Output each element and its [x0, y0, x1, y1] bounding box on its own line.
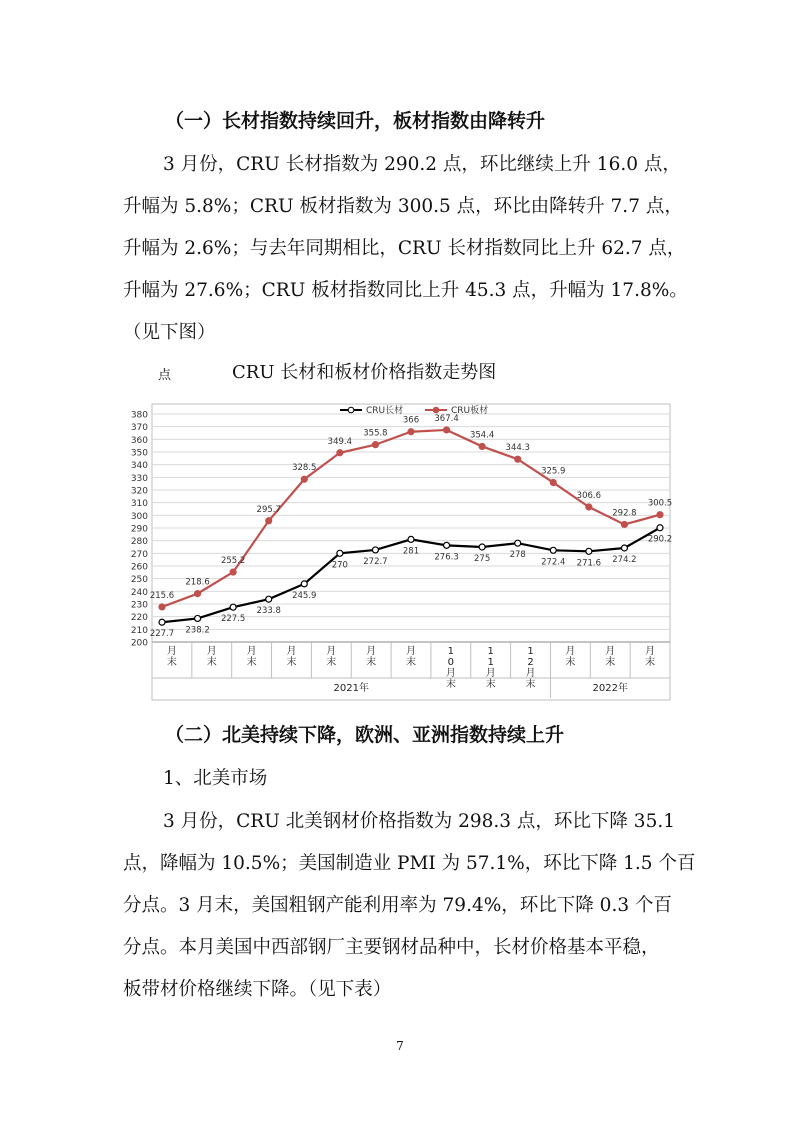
data-label: 276.3 [434, 552, 459, 563]
legend-label: CRU长材 [366, 406, 404, 416]
data-point [408, 429, 414, 435]
y-tick-label: 310 [130, 499, 148, 510]
data-point [337, 550, 343, 556]
data-label: 215.6 [149, 590, 175, 601]
paragraph-line: （见下图） [123, 322, 216, 343]
paragraph-line: 3 月份，CRU 长材指数为 290.2 点，环比继续上升 16.0 点， [163, 154, 681, 175]
data-label: 272.7 [363, 556, 388, 567]
data-point [159, 619, 165, 625]
data-label: 328.5 [292, 463, 317, 474]
y-tick-label: 280 [130, 537, 148, 548]
data-label: 270 [331, 560, 348, 571]
data-label: 290.2 [647, 534, 673, 545]
data-point [444, 542, 450, 548]
paragraph-line: 升幅为 5.8%；CRU 板材指数为 300.5 点，环比由降转升 7.7 点， [123, 196, 683, 217]
year-label: 2022年 [592, 683, 628, 694]
legend-marker [433, 407, 439, 413]
y-tick-label: 300 [130, 511, 148, 522]
data-point [230, 604, 236, 610]
y-tick-label: 320 [130, 486, 148, 497]
data-point [621, 521, 627, 527]
y-tick-label: 250 [130, 575, 148, 586]
chart-title: CRU 长材和板材价格指数走势图 [232, 362, 497, 383]
legend-marker [348, 407, 354, 413]
x-tick-label: 月末 [206, 646, 217, 668]
y-tick-label: 270 [130, 549, 148, 560]
data-label: 367.4 [434, 413, 459, 424]
data-point [586, 548, 592, 554]
data-point [372, 442, 378, 448]
page-number: 7 [396, 1039, 404, 1053]
x-tick-label: 月末 [286, 646, 297, 668]
data-label: 295.7 [256, 504, 281, 515]
data-point [337, 450, 343, 456]
y-tick-label: 380 [130, 410, 148, 421]
data-label: 245.9 [292, 590, 317, 601]
data-point [301, 581, 307, 587]
data-label: 366 [402, 415, 420, 426]
x-tick-label: 1 2 月末 [525, 646, 536, 690]
data-point [195, 615, 201, 621]
y-tick-label: 330 [130, 473, 148, 484]
data-point [159, 604, 165, 610]
y-tick-label: 360 [130, 435, 148, 446]
y-tick-label: 260 [130, 562, 148, 573]
data-point [408, 536, 414, 542]
data-label: 300.5 [647, 498, 673, 509]
y-tick-label: 220 [130, 613, 148, 624]
data-label: 355.8 [363, 428, 388, 439]
x-tick-label: 月末 [166, 646, 177, 668]
data-label: 275 [474, 554, 491, 564]
x-tick-label: 月末 [406, 646, 416, 668]
data-point [515, 540, 521, 546]
data-point [586, 504, 592, 510]
y-tick-label: 340 [130, 461, 148, 472]
data-point [266, 518, 272, 524]
paragraph-line: 分点。本月美国中西部钢厂主要钢材品种中，长材价格基本平稳， [123, 937, 660, 958]
data-label: 238.2 [185, 625, 210, 636]
data-point [621, 545, 627, 551]
section-heading-1: （一）长材指数持续回升，板材指数由降转升 [165, 110, 546, 132]
legend-label: CRU板材 [451, 406, 489, 416]
data-label: 233.8 [256, 606, 281, 617]
year-label: 2021年 [333, 683, 369, 694]
x-tick-label: 1 1 月末 [485, 646, 496, 690]
data-point [479, 544, 485, 550]
section-heading-2: （二）北美持续下降，欧洲、亚洲指数持续上升 [165, 724, 565, 746]
data-label: 255.2 [220, 556, 246, 567]
data-point [657, 525, 663, 531]
data-point [230, 569, 236, 575]
x-tick-label: 月末 [246, 646, 257, 668]
chart-unit-label: 点 [158, 368, 172, 383]
data-point [515, 456, 521, 462]
y-tick-label: 240 [130, 587, 148, 598]
y-tick-label: 290 [130, 524, 148, 535]
paragraph-line: 升幅为 27.6%；CRU 板材指数同比上升 45.3 点，升幅为 17.8%。 [123, 280, 688, 301]
data-point [372, 547, 378, 553]
y-tick-label: 350 [130, 448, 148, 459]
data-label: 274.2 [612, 555, 637, 566]
series-line-1 [162, 430, 660, 607]
data-label: 271.6 [576, 558, 602, 569]
data-label: 344.3 [505, 443, 530, 454]
data-point [657, 512, 663, 518]
y-tick-label: 230 [130, 600, 148, 611]
y-tick-label: 370 [130, 423, 148, 434]
data-label: 354.4 [469, 430, 495, 441]
data-label: 272.4 [541, 557, 566, 568]
x-tick-label: 1 0 月末 [445, 646, 456, 690]
paragraph-line: 分点。3 月末，美国粗钢产能利用率为 79.4%，环比下降 0.3 个百 [123, 895, 672, 916]
x-tick-label: 月末 [565, 646, 576, 668]
data-point [550, 547, 556, 553]
x-tick-label: 月末 [326, 646, 337, 668]
line-chart [0, 398, 800, 718]
data-label: 292.8 [612, 508, 637, 519]
data-label: 278 [509, 550, 526, 561]
data-label: 349.4 [327, 436, 353, 447]
data-label: 325.9 [541, 466, 566, 477]
data-point [266, 596, 272, 602]
paragraph-line: 升幅为 2.6%；与去年同期相比，CRU 长材指数同比上升 62.7 点， [123, 238, 686, 259]
data-point [301, 476, 307, 482]
data-point [550, 480, 556, 486]
data-label: 281 [402, 546, 420, 557]
x-tick-label: 月末 [605, 646, 616, 668]
data-label: 227.7 [149, 629, 175, 640]
paragraph-line: 点，降幅为 10.5%；美国制造业 PMI 为 57.1%，环比下降 1.5 个百 [123, 853, 696, 874]
x-tick-label: 月末 [366, 646, 377, 668]
x-tick-label: 月末 [645, 646, 656, 668]
subsection-title: 1、北美市场 [163, 768, 268, 789]
data-point [444, 427, 450, 433]
data-point [195, 591, 201, 597]
paragraph-line: 板带材价格继续下降。（见下表） [123, 979, 392, 1000]
paragraph-line: 3 月份，CRU 北美钢材价格指数为 298.3 点，环比下降 35.1 [163, 811, 676, 832]
data-label: 306.6 [576, 490, 602, 501]
data-label: 218.6 [185, 577, 210, 588]
y-tick-label: 200 [130, 638, 148, 649]
data-label: 227.5 [220, 614, 246, 625]
data-point [479, 443, 485, 449]
y-tick-label: 210 [130, 625, 148, 636]
